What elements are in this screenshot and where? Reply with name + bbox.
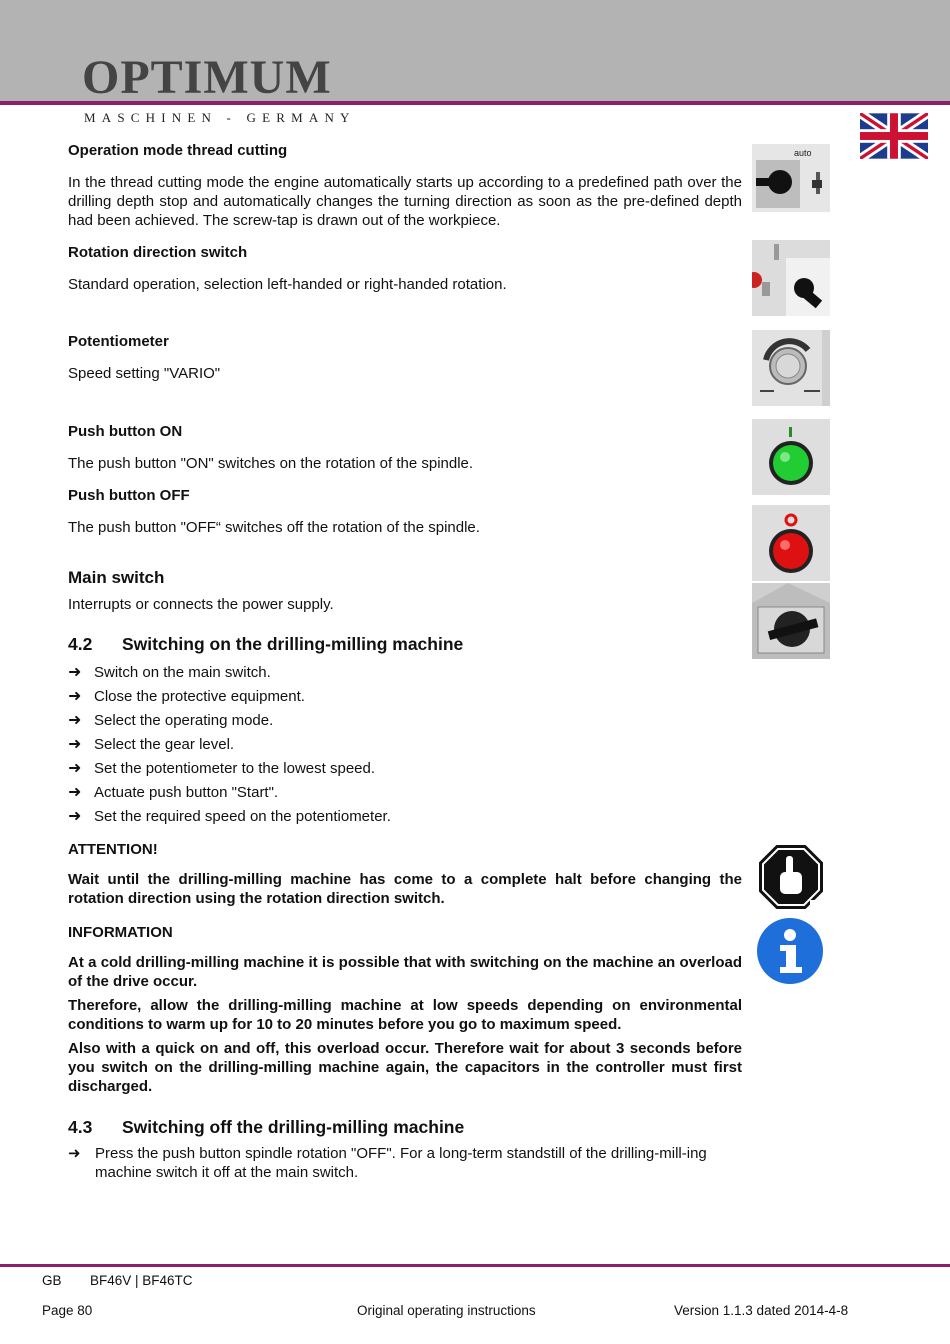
attention-heading: ATTENTION! — [68, 841, 158, 858]
footer-divider — [0, 1264, 950, 1267]
potentiometer-text: Speed setting "VARIO" — [68, 365, 221, 382]
switch-off-step: Press the push button spindle rotation "OFF". For a long-term standstill of the drilling-mill-ing machine switch it off at the main switch. — [95, 1145, 707, 1181]
brand-tagline: MASCHINEN - GERMANY — [84, 110, 356, 125]
section-4-2-number: 4.2 — [68, 634, 93, 654]
information-heading: INFORMATION — [68, 924, 173, 941]
step-item: ➜ Set the potentiometer to the lowest speed. — [68, 760, 376, 777]
footer-language: GB — [42, 1273, 62, 1288]
arrow-right-icon: ➜ — [68, 808, 82, 825]
arrow-right-icon: ➜ — [68, 712, 82, 729]
rotation-switch-text: Standard operation, selection left-handed or right-handed rotation. — [68, 276, 507, 293]
step-item: ➜ Switch on the main switch. — [68, 664, 271, 681]
arrow-right-icon: ➜ — [68, 688, 82, 705]
auto-label: auto — [794, 148, 812, 158]
on-button-icon — [752, 419, 830, 495]
off-button-icon — [752, 505, 830, 581]
push-off-heading: Push button OFF — [68, 487, 190, 504]
footer-document-type: Original operating instructions — [357, 1303, 536, 1318]
arrow-right-icon: ➜ — [68, 1145, 81, 1162]
step-item: ➜ Select the operating mode. — [68, 712, 274, 729]
rotation-switch-heading: Rotation direction switch — [68, 244, 248, 261]
information-text-1: At a cold drilling-milling machine it is possible that with switching on the machine an overload of the drive occur. — [68, 954, 742, 990]
push-on-heading: Push button ON — [68, 423, 183, 440]
arrow-right-icon: ➜ — [68, 760, 82, 777]
thread-cutting-heading: Operation mode thread cutting — [68, 142, 288, 159]
info-icon — [756, 917, 824, 985]
arrow-right-icon: ➜ — [68, 736, 82, 753]
thread-mode-switch-image — [752, 144, 830, 212]
uk-flag-icon — [860, 113, 928, 159]
rotation-switch-image — [752, 240, 830, 316]
information-text-2: Therefore, allow the drilling-milling machine at low speeds depending on environmental conditions to warm up for 10 to 20 minutes before you go to maximum speed. — [68, 997, 742, 1033]
step-item: ➜ Close the protective equipment. — [68, 688, 305, 705]
arrow-right-icon: ➜ — [68, 664, 82, 681]
potentiometer-image — [752, 330, 830, 406]
push-off-text: The push button "OFF“ switches off the rotation of the spindle. — [68, 519, 480, 536]
main-switch-image — [752, 583, 830, 659]
section-4-3-title: Switching off the drilling-milling machine — [122, 1117, 465, 1137]
information-text-3: Also with a quick on and off, this overload occur. Therefore wait for about 3 seconds before you switch on the drilling-milling machine again, the capacitors in the controller must first discharged. — [68, 1040, 742, 1095]
footer-model: BF46V | BF46TC — [90, 1273, 193, 1288]
main-switch-heading: Main switch — [68, 568, 165, 587]
footer-page-number: Page 80 — [42, 1303, 93, 1318]
section-4-2-title: Switching on the drilling-milling machine — [122, 634, 464, 654]
potentiometer-heading: Potentiometer — [68, 333, 169, 350]
step-item: ➜ Actuate push button "Start". — [68, 784, 279, 801]
step-item: ➜ Select the gear level. — [68, 736, 235, 753]
brand-logo: OPTIMUM — [82, 51, 332, 104]
step-item: ➜ Set the required speed on the potentiometer. — [68, 808, 391, 825]
thread-cutting-text: In the thread cutting mode the engine automatically starts up according to a predefined path over the drilling depth stop and automatically changes the turning direction as soon as the pre-defined depth had been achieved. The screw-tap is drawn out of the workpiece. — [68, 174, 742, 229]
attention-text: Wait until the drilling-milling machine has come to a complete halt before changing the rotation direction using the rotation direction switch. — [68, 871, 742, 907]
stop-hand-icon — [756, 842, 826, 912]
arrow-right-icon: ➜ — [68, 784, 82, 801]
main-switch-text: Interrupts or connects the power supply. — [68, 596, 334, 613]
push-on-text: The push button "ON" switches on the rotation of the spindle. — [68, 455, 474, 472]
section-4-3-number: 4.3 — [68, 1117, 93, 1137]
footer-version: Version 1.1.3 dated 2014-4-8 — [674, 1303, 849, 1318]
